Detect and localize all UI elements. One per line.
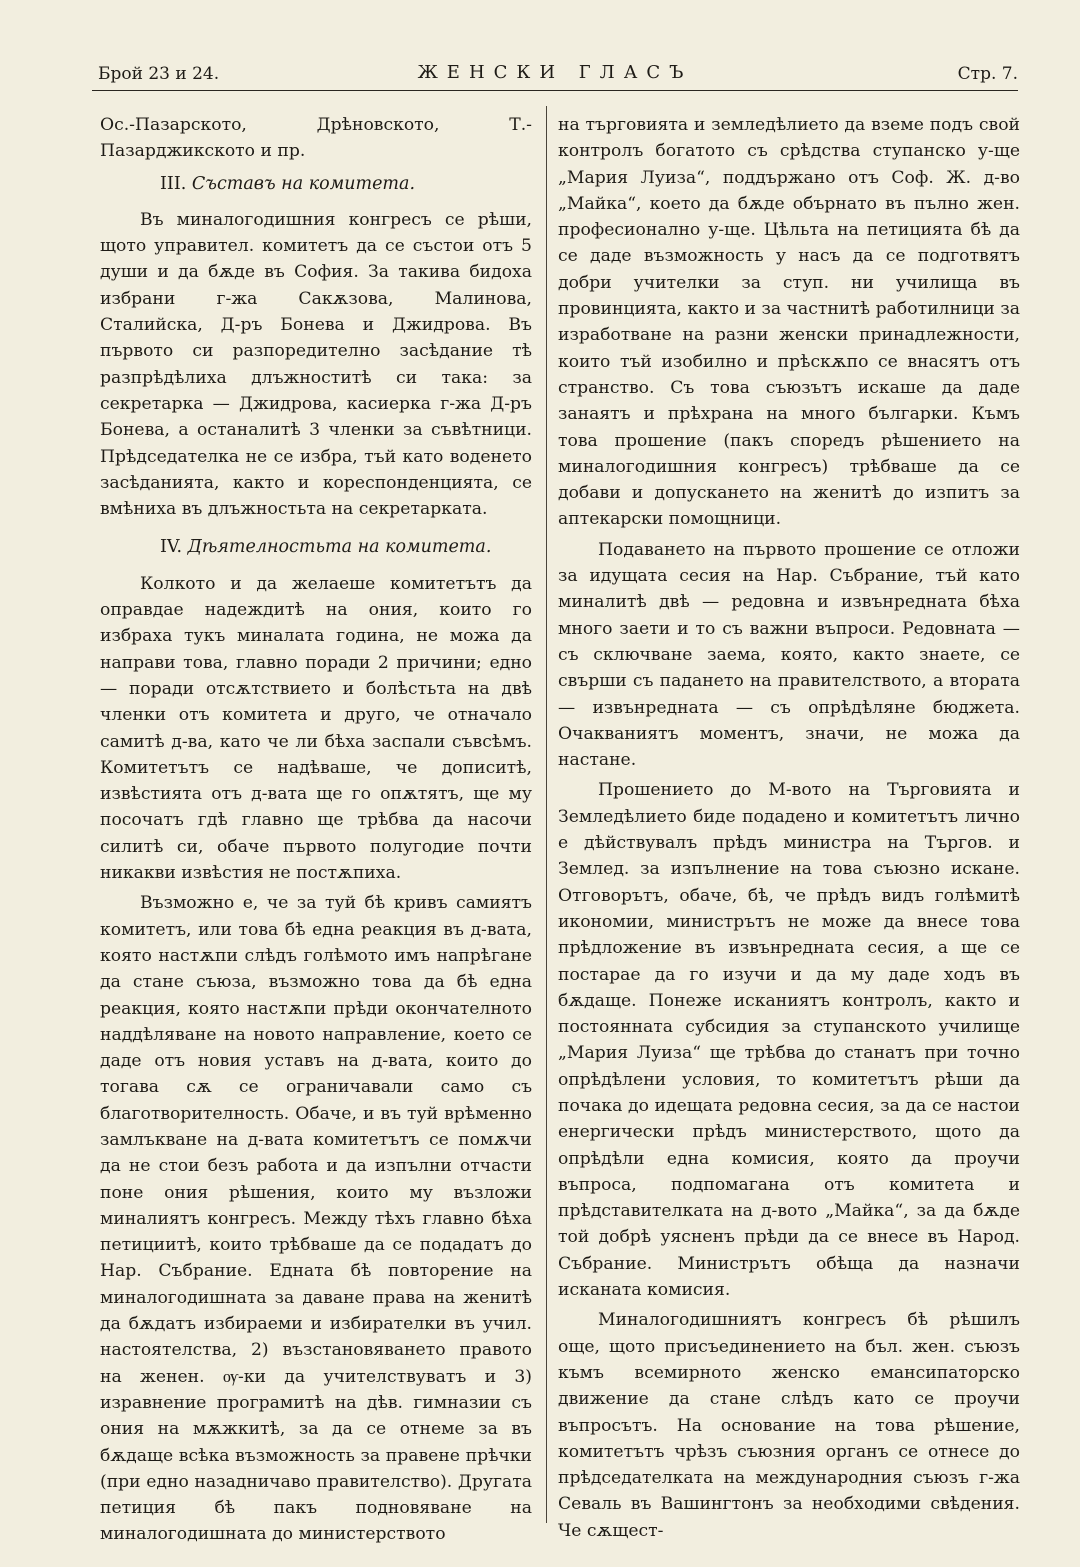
- paragraph: Прошението до М-вото на Търговията и Земледѣлието биде подадено и комитетътъ лично е дѣйствувалъ прѣдъ министра на Търгов. и Землед. за изпълнение на това съюзно искане. Отговорътъ, обаче, бѣ, че прѣдъ видъ голѣмитѣ икономии, министрътъ не може да внесе това прѣдложение въ извънредната сесия, а ще се постарае да го изучи и да му даде ходъ въ бѫдаще. Понеже исканиятъ контролъ, както и постоянната субсидия за ступанското училище „Мария Луиза“ ще трѣбва до станатъ при точно опрѣдѣлени условия, то комитетътъ рѣши да почака до идещата редовна сесия, за да се настои енергически прѣдъ министерството, щото да опрѣдѣли една комисия, която да проучи въпроса, подпомагана отъ комитета и прѣдставителката на д-вото „Майка“, за да бѫде той добрѣ уясненъ прѣди да се внесе въ Народ. Събрание. Министрътъ обѣща да назначи исканата комисия.: [558, 780, 1020, 1301]
- paragraph: Миналогодишниятъ конгресъ бѣ рѣшилъ още, щото присъединението на бъл. жен. съюзъ къмъ всемирното женско емансипаторско движение да стане слѣдъ като се проучи въпросътъ. На основание на това рѣшение, комитетътъ чрѣзъ съюзния органъ се отнесе до прѣдседателката на международния съюзъ г-жа Севаль въ Вашингтонъ за необходими свѣдения. Че сѫщест-: [558, 1310, 1020, 1541]
- left-column: [100, 112, 532, 1548]
- section-number: IV.: [160, 537, 183, 558]
- paragraph: Възможно е, че за туй бѣ кривъ самиятъ комитетъ, или това бѣ една реакция въ д-вата, която настѫпи слѣдъ голѣмото имъ напрѣгане да стане съюза, възможно това да бѣ една реакция, която настѫпи прѣди окончателното наддѣляване на новото направление, което се даде отъ новия уставъ на д-вата, които до тогава сѫ се ограничавали само съ благотворителность. Обаче, и въ туй врѣменно замлъкване на д-вата комитетътъ се помѫчи да не стои безъ работа и да изпълни отчасти поне ония рѣшения, които му възложи миналиятъ конгресъ. Между тѣхъ главно бѣха петициитѣ, които трѣбваше да се подадатъ до Нар. Събрание. Едната бѣ повторение на миналогодишната за даване права на женитѣ да бѫдатъ избираеми и избирателки въ учил. настоятелства, 2) възстановяването правото на женен. ѹ-ки да учителствуватъ и 3) изравнение програмитѣ на дѣв. гимназии съ ония на мѫжкитѣ, за да се отнеме за въ бѫдаще всѣка възможность за правене прѣчки (при едно назадничаво правителство). Другата петиция бѣ пакъ подновяване на миналогодишната до министерството: [100, 893, 532, 1545]
- section-heading-iv: [100, 534, 532, 560]
- issue-number: Брой 23 и 24.: [98, 64, 220, 84]
- column-divider: [546, 106, 547, 1523]
- right-column: [558, 112, 1020, 1544]
- section-title: Дѣятелностьта на комитета.: [187, 537, 492, 558]
- section-title: Съставъ на комитета.: [191, 173, 416, 194]
- page-header: [92, 58, 1018, 91]
- paragraph: на търговията и земледѣлието да вземе подъ свой контролъ богатото съ срѣдства ступанско у-ще „Мария Луиза“, поддържано отъ Соф. Ж. д-во „Майка“, което да бѫде обърнато въ пълно жен. професионално у-ще. Цѣльта на петицията бѣ да се даде възможность у насъ да се подготвятъ добри учителки за ступ. ни училища въ провинцията, както и за частнитѣ работилници за изработване на разни женски принадлежности, които тъй изобилно и прѣскѫпо се внасятъ отъ странство. Съ това съюзътъ искаше да даде занаятъ и прѣхрана на много българки. Къмъ това прошение (пакъ споредъ рѣшението на миналогодишния конгресъ) трѣбваше да се добави и допускането на женитѣ до изпитъ за аптекарски помощници.: [558, 115, 1020, 530]
- paragraph: Подаването на първото прошение се отложи за идущата сесия на Нар. Събрание, тъй като миналитѣ двѣ — редовна и извънредната бѣха много заети и то съ важни въпроси. Редовната — съ сключване заема, която, както знаете, се свърши съ падането на правителството, а втората — извънредната — съ опрѣдѣляне бюджета. Очакваниятъ моментъ, значи, не можа да настане.: [558, 539, 1020, 771]
- newspaper-title: ЖЕНСКИ ГЛАСЪ: [417, 62, 693, 83]
- paragraph: Ос.-Пазарското, Дрѣновското, Т.-Пазарджикското и пр.: [100, 115, 532, 162]
- paragraph: Колкото и да желаеше комитетътъ да оправдае надеждитѣ на ония, които го избраха тукъ миналата година, не можа да направи това, главно поради 2 причини; едно — поради отсѫтствието и болѣстьта на двѣ членки отъ комитета и друго, че отначало самитѣ д-ва, като че ли бѣха заспали съвсѣмъ. Комитетътъ се надѣваше, че дописитѣ, извѣстията отъ д-вата ще го опѫтятъ, ще му посочатъ гдѣ главно ще трѣбва да насочи силитѣ си, обаче първото полугодие почти никакви извѣстия не постѫпиха.: [100, 573, 532, 884]
- page-number: Стр. 7.: [957, 64, 1018, 84]
- section-heading-iii: [100, 171, 532, 197]
- section-number: III.: [160, 173, 187, 194]
- paragraph: Въ миналогодишния конгресъ се рѣши, щото управител. комитетъ да се състои отъ 5 души и да бѫде въ София. За такива бидоха избрани г-жа Сакѫзова, Малинова, Сталийска, Д-ръ Бонева и Джидрова. Въ първото си разпоредително засѣдание тѣ разпрѣдѣлиха длъжноститѣ си така: за секретарка — Джидрова, касиерка г-жа Д-ръ Бонева, а останалитѣ 3 членки за съвѣтници. Прѣдседателка не се избра, тъй като воденето засѣданията, както и кореспонденцията, се вмѣниха въ длъжностьта на секретарката.: [100, 209, 532, 520]
